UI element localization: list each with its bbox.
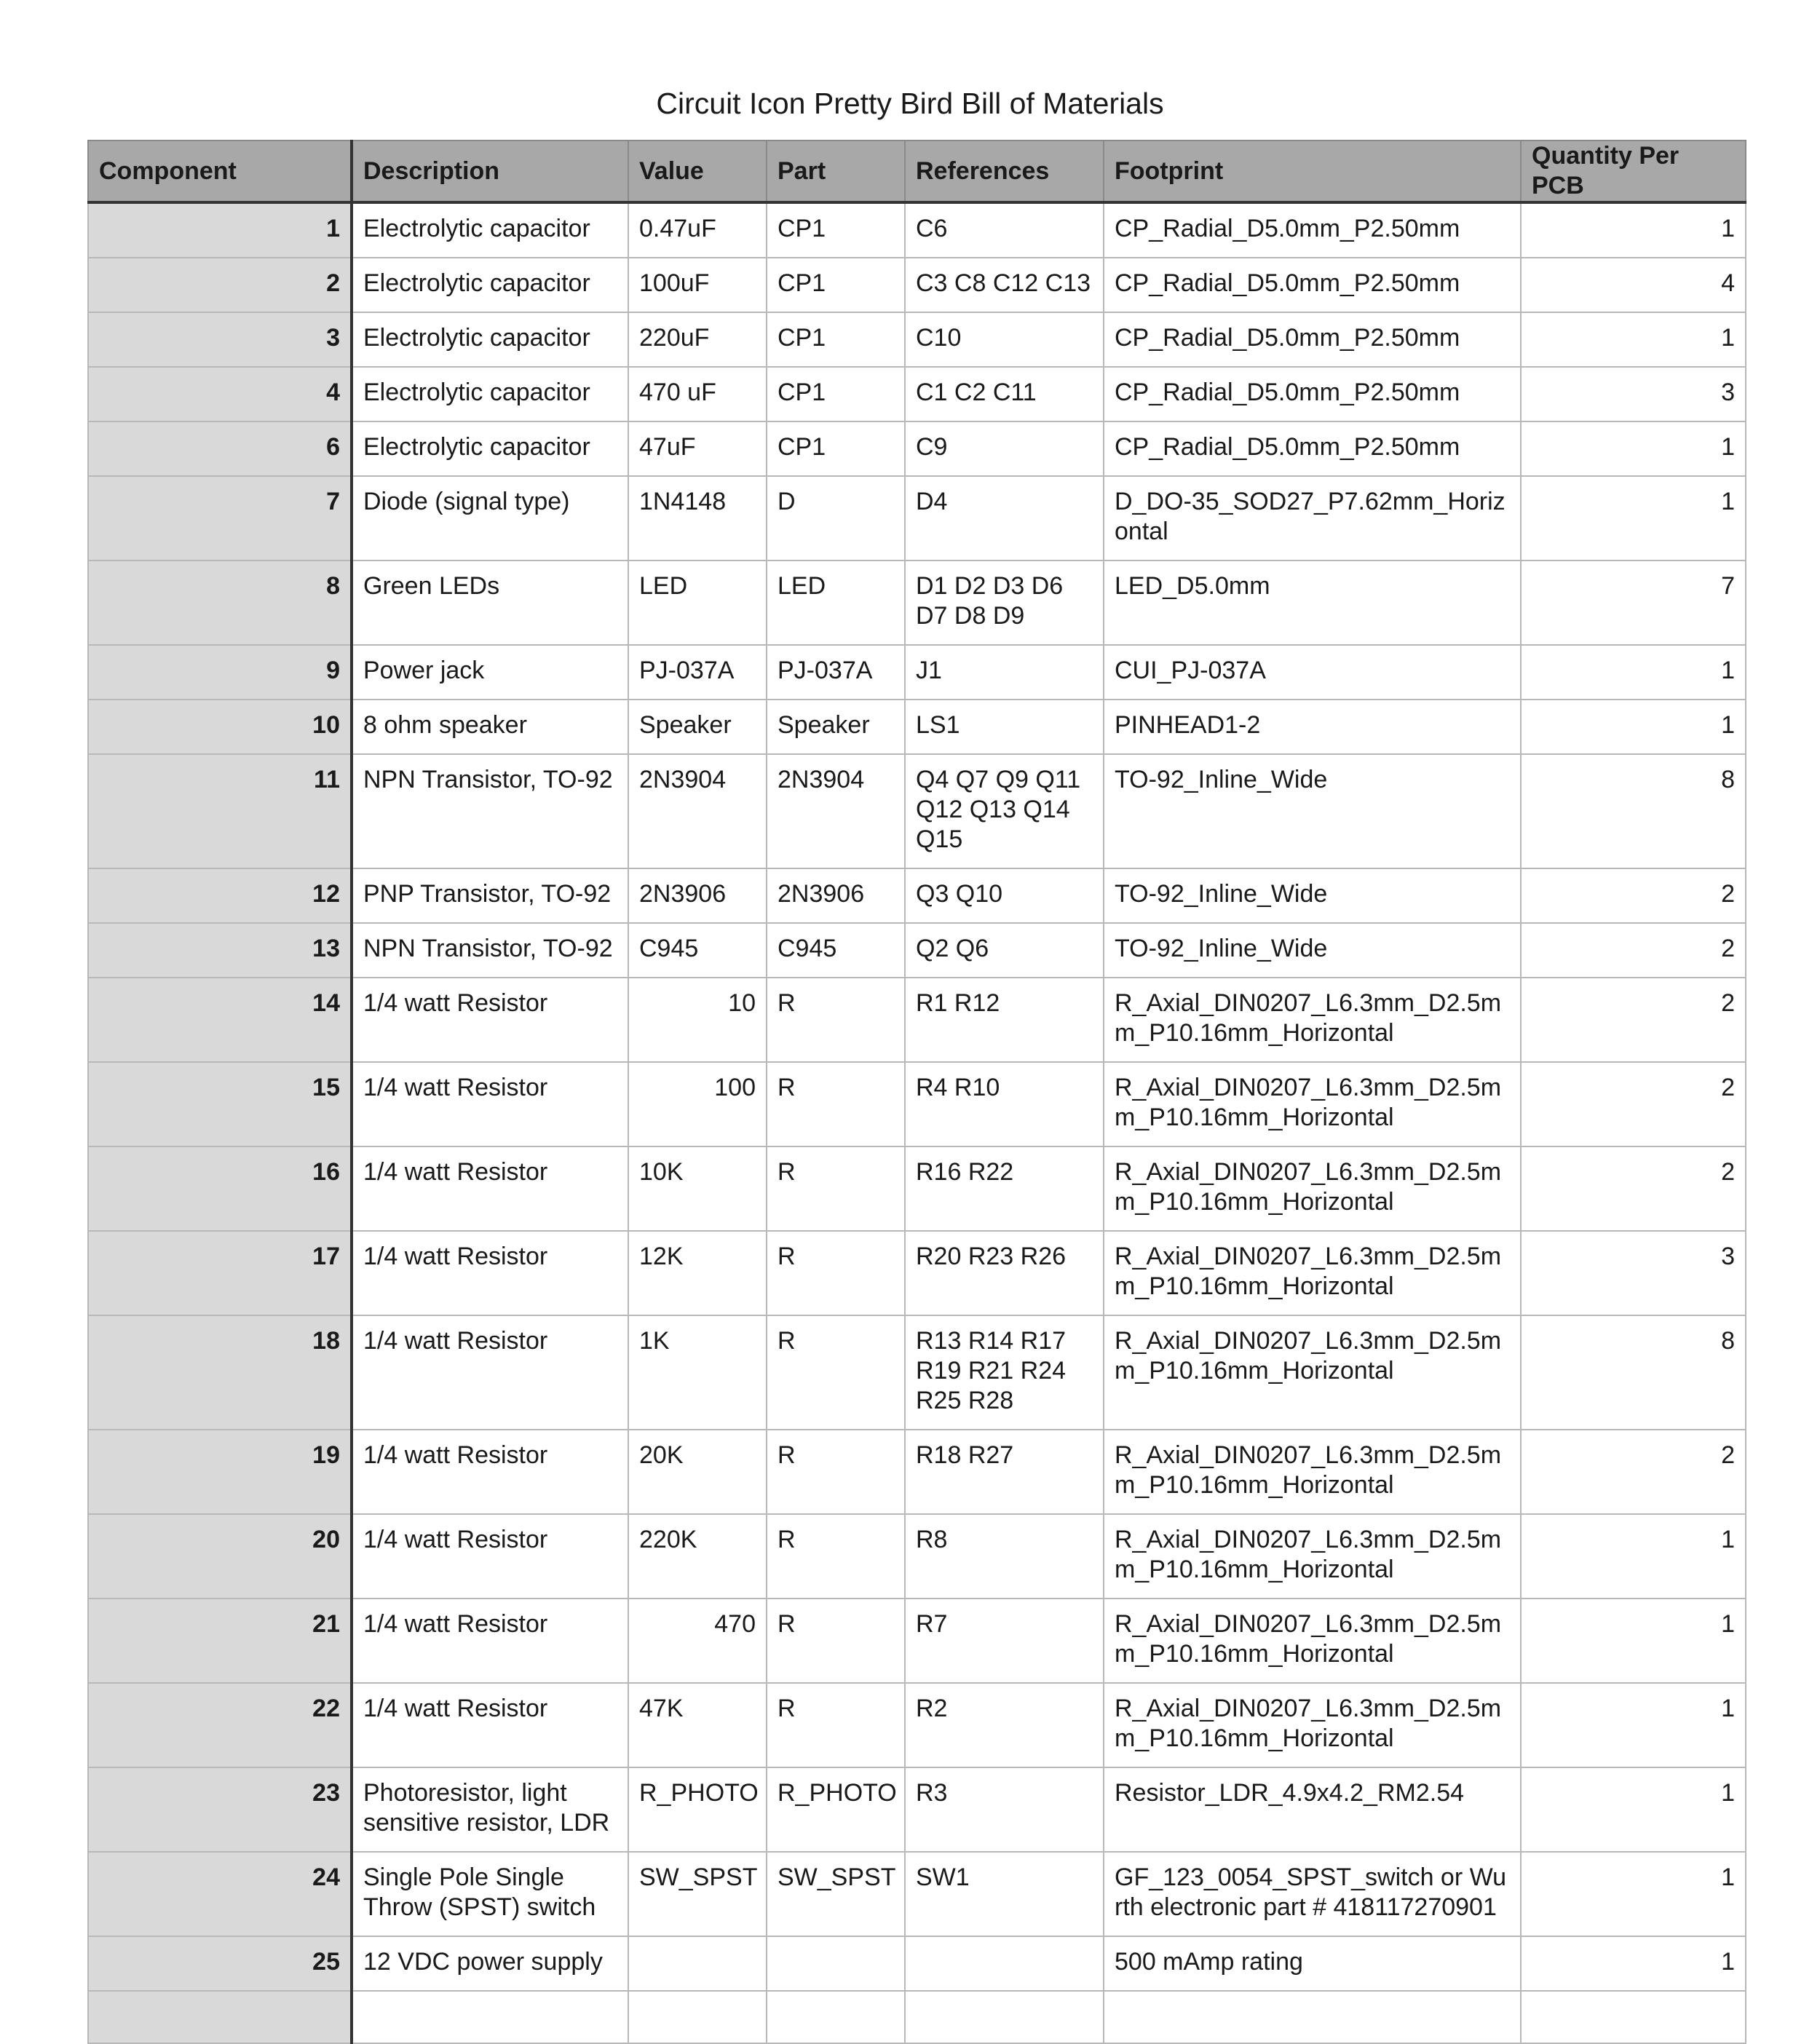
cell-footprint: R_Axial_DIN0207_L6.3mm_D2.5mm_P10.16mm_Horizontal <box>1104 1146 1521 1231</box>
cell-component: 9 <box>88 645 352 700</box>
cell-description: Electrolytic capacitor <box>352 367 628 421</box>
cell-component: 8 <box>88 560 352 645</box>
cell-component: 2 <box>88 258 352 312</box>
table-row <box>88 202 1746 258</box>
table-row <box>88 1430 1746 1514</box>
cell-footprint: CP_Radial_D5.0mm_P2.50mm <box>1104 367 1521 421</box>
cell-references: R16 R22 <box>905 1146 1104 1231</box>
cell-references: R1 R12 <box>905 978 1104 1062</box>
cell-component: 25 <box>88 1936 352 1991</box>
cell-quantity: 1 <box>1521 1599 1746 1683</box>
cell-footprint: R_Axial_DIN0207_L6.3mm_D2.5mm_P10.16mm_Horizontal <box>1104 1683 1521 1767</box>
cell-references: R8 <box>905 1514 1104 1599</box>
table-row <box>88 476 1746 560</box>
cell-description: 1/4 watt Resistor <box>352 1683 628 1767</box>
cell-part: CP1 <box>767 312 905 367</box>
table-row <box>88 1936 1746 1991</box>
cell-footprint: R_Axial_DIN0207_L6.3mm_D2.5mm_P10.16mm_Horizontal <box>1104 1599 1521 1683</box>
table-row <box>88 421 1746 476</box>
cell-references <box>905 1991 1104 2043</box>
cell-description: NPN Transistor, TO-92 <box>352 923 628 978</box>
cell-footprint: R_Axial_DIN0207_L6.3mm_D2.5mm_P10.16mm_Horizontal <box>1104 978 1521 1062</box>
cell-footprint: R_Axial_DIN0207_L6.3mm_D2.5mm_P10.16mm_Horizontal <box>1104 1514 1521 1599</box>
cell-footprint: R_Axial_DIN0207_L6.3mm_D2.5mm_P10.16mm_Horizontal <box>1104 1231 1521 1315</box>
table-row <box>88 1767 1746 1852</box>
cell-value: PJ-037A <box>628 645 767 700</box>
cell-value: 0.47uF <box>628 202 767 258</box>
cell-references: D1 D2 D3 D6 D7 D8 D9 <box>905 560 1104 645</box>
cell-footprint: CUI_PJ-037A <box>1104 645 1521 700</box>
cell-references: R2 <box>905 1683 1104 1767</box>
cell-value: Speaker <box>628 700 767 754</box>
cell-quantity: 2 <box>1521 1430 1746 1514</box>
cell-quantity: 1 <box>1521 476 1746 560</box>
cell-description: Green LEDs <box>352 560 628 645</box>
table-row <box>88 978 1746 1062</box>
table-row <box>88 1514 1746 1599</box>
cell-part: R <box>767 1430 905 1514</box>
cell-description: Electrolytic capacitor <box>352 202 628 258</box>
cell-component: 3 <box>88 312 352 367</box>
cell-value: 2N3904 <box>628 754 767 868</box>
cell-part: Speaker <box>767 700 905 754</box>
cell-references: R13 R14 R17 R19 R21 R24 R25 R28 <box>905 1315 1104 1430</box>
cell-part: CP1 <box>767 258 905 312</box>
cell-component: 6 <box>88 421 352 476</box>
table-row <box>88 312 1746 367</box>
cell-references: R3 <box>905 1767 1104 1852</box>
cell-value: 12K <box>628 1231 767 1315</box>
cell-description: 8 ohm speaker <box>352 700 628 754</box>
cell-component: 1 <box>88 202 352 258</box>
cell-references: Q2 Q6 <box>905 923 1104 978</box>
cell-description: Power jack <box>352 645 628 700</box>
cell-references: C1 C2 C11 <box>905 367 1104 421</box>
page-title: Circuit Icon Pretty Bird Bill of Materials <box>656 87 1164 120</box>
cell-quantity: 1 <box>1521 645 1746 700</box>
cell-footprint: PINHEAD1-2 <box>1104 700 1521 754</box>
cell-description: 1/4 watt Resistor <box>352 1430 628 1514</box>
cell-references <box>905 1936 1104 1991</box>
cell-part: R <box>767 1146 905 1231</box>
cell-quantity: 1 <box>1521 1852 1746 1936</box>
header-part: Part <box>767 140 905 202</box>
cell-quantity: 2 <box>1521 868 1746 923</box>
cell-component: 18 <box>88 1315 352 1430</box>
cell-part: CP1 <box>767 202 905 258</box>
cell-quantity: 3 <box>1521 1231 1746 1315</box>
cell-value: 47uF <box>628 421 767 476</box>
cell-references: J1 <box>905 645 1104 700</box>
cell-references: C3 C8 C12 C13 <box>905 258 1104 312</box>
cell-footprint: GF_123_0054_SPST_switch or Wurth electronic part # 418117270901 <box>1104 1852 1521 1936</box>
cell-part: SW_SPST <box>767 1852 905 1936</box>
cell-footprint: R_Axial_DIN0207_L6.3mm_D2.5mm_P10.16mm_Horizontal <box>1104 1062 1521 1146</box>
cell-value: 1N4148 <box>628 476 767 560</box>
header-component: Component <box>88 140 352 202</box>
cell-footprint <box>1104 1991 1521 2043</box>
cell-part: D <box>767 476 905 560</box>
cell-value: 470 uF <box>628 367 767 421</box>
table-body <box>88 202 1746 2043</box>
cell-description: 1/4 watt Resistor <box>352 1062 628 1146</box>
bill-of-materials-table <box>87 140 1746 2044</box>
table-row <box>88 1991 1746 2043</box>
cell-value <box>628 1936 767 1991</box>
cell-quantity: 8 <box>1521 754 1746 868</box>
cell-description: Photoresistor, light sensitive resistor, LDR <box>352 1767 628 1852</box>
cell-description: Diode (signal type) <box>352 476 628 560</box>
cell-footprint: CP_Radial_D5.0mm_P2.50mm <box>1104 312 1521 367</box>
cell-part: CP1 <box>767 367 905 421</box>
cell-description: Electrolytic capacitor <box>352 258 628 312</box>
table-row <box>88 645 1746 700</box>
cell-footprint: CP_Radial_D5.0mm_P2.50mm <box>1104 421 1521 476</box>
cell-description: 1/4 watt Resistor <box>352 1146 628 1231</box>
cell-value: SW_SPST <box>628 1852 767 1936</box>
cell-footprint: Resistor_LDR_4.9x4.2_RM2.54 <box>1104 1767 1521 1852</box>
cell-value: 2N3906 <box>628 868 767 923</box>
cell-references: R20 R23 R26 <box>905 1231 1104 1315</box>
cell-footprint: TO-92_Inline_Wide <box>1104 754 1521 868</box>
header-footprint: Footprint <box>1104 140 1521 202</box>
table-row <box>88 1315 1746 1430</box>
cell-description: PNP Transistor, TO-92 <box>352 868 628 923</box>
cell-footprint: CP_Radial_D5.0mm_P2.50mm <box>1104 258 1521 312</box>
cell-references: C10 <box>905 312 1104 367</box>
header-references: References <box>905 140 1104 202</box>
cell-quantity: 1 <box>1521 1767 1746 1852</box>
cell-value: 1K <box>628 1315 767 1430</box>
cell-component <box>88 1991 352 2043</box>
cell-value: C945 <box>628 923 767 978</box>
table-row <box>88 700 1746 754</box>
cell-value: 100uF <box>628 258 767 312</box>
cell-description: 1/4 watt Resistor <box>352 1315 628 1430</box>
cell-description: Electrolytic capacitor <box>352 312 628 367</box>
cell-component: 4 <box>88 367 352 421</box>
cell-description: Single Pole Single Throw (SPST) switch <box>352 1852 628 1936</box>
header-quantity: Quantity Per PCB <box>1521 140 1746 202</box>
cell-component: 7 <box>88 476 352 560</box>
cell-component: 15 <box>88 1062 352 1146</box>
cell-quantity: 2 <box>1521 1146 1746 1231</box>
table-row <box>88 868 1746 923</box>
cell-value <box>628 1991 767 2043</box>
cell-references: R4 R10 <box>905 1062 1104 1146</box>
cell-description: 1/4 watt Resistor <box>352 1599 628 1683</box>
cell-part: R <box>767 1231 905 1315</box>
cell-part: LED <box>767 560 905 645</box>
cell-footprint: TO-92_Inline_Wide <box>1104 868 1521 923</box>
cell-quantity: 1 <box>1521 312 1746 367</box>
table-row <box>88 1852 1746 1936</box>
cell-description: 12 VDC power supply <box>352 1936 628 1991</box>
cell-part: R <box>767 1315 905 1430</box>
cell-part: R_PHOTO <box>767 1767 905 1852</box>
cell-description: 1/4 watt Resistor <box>352 1514 628 1599</box>
cell-value: 220uF <box>628 312 767 367</box>
cell-component: 16 <box>88 1146 352 1231</box>
cell-value: 470 <box>628 1599 767 1683</box>
cell-description: Electrolytic capacitor <box>352 421 628 476</box>
cell-component: 13 <box>88 923 352 978</box>
cell-quantity: 2 <box>1521 1062 1746 1146</box>
table-row <box>88 1599 1746 1683</box>
cell-component: 10 <box>88 700 352 754</box>
cell-description: 1/4 watt Resistor <box>352 1231 628 1315</box>
cell-quantity: 1 <box>1521 1683 1746 1767</box>
cell-description: 1/4 watt Resistor <box>352 978 628 1062</box>
cell-quantity: 1 <box>1521 1936 1746 1991</box>
cell-component: 14 <box>88 978 352 1062</box>
cell-component: 21 <box>88 1599 352 1683</box>
table-row <box>88 923 1746 978</box>
cell-footprint: 500 mAmp rating <box>1104 1936 1521 1991</box>
cell-part: 2N3906 <box>767 868 905 923</box>
cell-references: R18 R27 <box>905 1430 1104 1514</box>
table-row <box>88 367 1746 421</box>
cell-part <box>767 1991 905 2043</box>
cell-references: LS1 <box>905 700 1104 754</box>
cell-part: R <box>767 1514 905 1599</box>
cell-footprint: TO-92_Inline_Wide <box>1104 923 1521 978</box>
cell-value: 220K <box>628 1514 767 1599</box>
cell-part: C945 <box>767 923 905 978</box>
cell-footprint: LED_D5.0mm <box>1104 560 1521 645</box>
table-row <box>88 1146 1746 1231</box>
cell-component: 12 <box>88 868 352 923</box>
table-row <box>88 560 1746 645</box>
cell-footprint: D_DO-35_SOD27_P7.62mm_Horizontal <box>1104 476 1521 560</box>
cell-component: 11 <box>88 754 352 868</box>
cell-part: R <box>767 1683 905 1767</box>
cell-references: D4 <box>905 476 1104 560</box>
header-row <box>88 140 1746 202</box>
cell-description: NPN Transistor, TO-92 <box>352 754 628 868</box>
table-row <box>88 258 1746 312</box>
cell-quantity: 1 <box>1521 1514 1746 1599</box>
cell-part: R <box>767 1062 905 1146</box>
cell-references: Q3 Q10 <box>905 868 1104 923</box>
cell-quantity <box>1521 1991 1746 2043</box>
cell-part: 2N3904 <box>767 754 905 868</box>
cell-footprint: CP_Radial_D5.0mm_P2.50mm <box>1104 202 1521 258</box>
cell-component: 20 <box>88 1514 352 1599</box>
header-value: Value <box>628 140 767 202</box>
cell-value: R_PHOTO <box>628 1767 767 1852</box>
header-description: Description <box>352 140 628 202</box>
cell-value: 100 <box>628 1062 767 1146</box>
cell-component: 19 <box>88 1430 352 1514</box>
table-row <box>88 1683 1746 1767</box>
cell-quantity: 8 <box>1521 1315 1746 1430</box>
cell-value: 47K <box>628 1683 767 1767</box>
cell-value: 20K <box>628 1430 767 1514</box>
cell-quantity: 7 <box>1521 560 1746 645</box>
cell-references: C6 <box>905 202 1104 258</box>
cell-quantity: 3 <box>1521 367 1746 421</box>
cell-component: 24 <box>88 1852 352 1936</box>
cell-references: SW1 <box>905 1852 1104 1936</box>
cell-component: 23 <box>88 1767 352 1852</box>
cell-part <box>767 1936 905 1991</box>
table-row <box>88 754 1746 868</box>
cell-quantity: 4 <box>1521 258 1746 312</box>
cell-description <box>352 1991 628 2043</box>
cell-references: C9 <box>905 421 1104 476</box>
cell-part: CP1 <box>767 421 905 476</box>
cell-quantity: 1 <box>1521 700 1746 754</box>
cell-value: LED <box>628 560 767 645</box>
table-row <box>88 1231 1746 1315</box>
cell-quantity: 2 <box>1521 978 1746 1062</box>
cell-footprint: R_Axial_DIN0207_L6.3mm_D2.5mm_P10.16mm_Horizontal <box>1104 1430 1521 1514</box>
cell-references: R7 <box>905 1599 1104 1683</box>
cell-part: PJ-037A <box>767 645 905 700</box>
cell-component: 22 <box>88 1683 352 1767</box>
cell-footprint: R_Axial_DIN0207_L6.3mm_D2.5mm_P10.16mm_Horizontal <box>1104 1315 1521 1430</box>
cell-value: 10 <box>628 978 767 1062</box>
cell-part: R <box>767 1599 905 1683</box>
cell-component: 17 <box>88 1231 352 1315</box>
cell-quantity: 1 <box>1521 202 1746 258</box>
table-row <box>88 1062 1746 1146</box>
cell-quantity: 2 <box>1521 923 1746 978</box>
cell-value: 10K <box>628 1146 767 1231</box>
cell-references: Q4 Q7 Q9 Q11 Q12 Q13 Q14 Q15 <box>905 754 1104 868</box>
cell-part: R <box>767 978 905 1062</box>
cell-quantity: 1 <box>1521 421 1746 476</box>
